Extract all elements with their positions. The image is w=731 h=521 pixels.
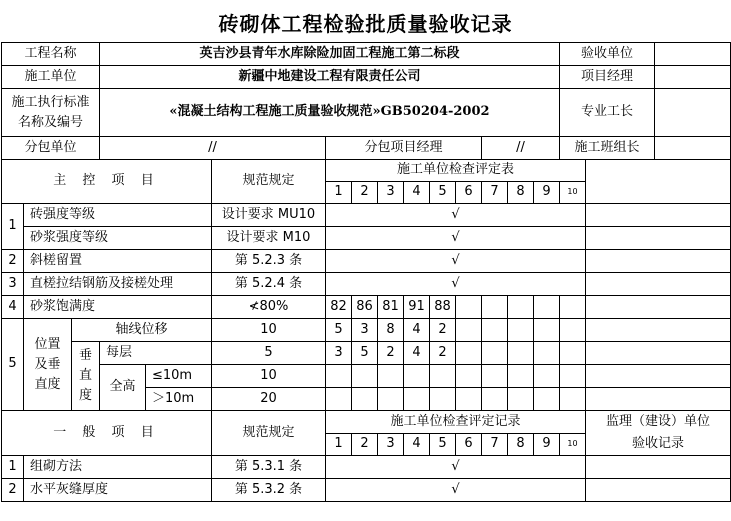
header-row-project [2, 43, 731, 66]
measured-value: 2 [430, 342, 456, 365]
measured-value: 3 [352, 319, 378, 342]
verticality-label-line: 度 [78, 388, 92, 403]
empty-cell [352, 365, 378, 388]
construction-unit-label: 施工单位 [2, 66, 100, 89]
item-name: 每层 [100, 342, 212, 365]
item-name: 砂浆饱满度 [24, 296, 212, 319]
empty-cell [482, 388, 508, 411]
measured-value: 3 [326, 342, 352, 365]
verticality-label [72, 342, 100, 411]
main-control-blank-cell [586, 160, 731, 204]
empty-cell [508, 342, 534, 365]
column-number: 3 [378, 434, 404, 456]
blank-cell [586, 365, 731, 388]
column-number: 10 [560, 434, 586, 456]
empty-cell [404, 365, 430, 388]
check-mark: √ [326, 273, 586, 296]
empty-cell [456, 296, 482, 319]
check-mark: √ [326, 456, 586, 479]
subcontract-unit-label: 分包单位 [2, 137, 100, 160]
item-spec: 设计要求 MU10 [212, 204, 326, 227]
column-number: 6 [456, 434, 482, 456]
measured-value: 86 [352, 296, 378, 319]
table-row [2, 479, 731, 502]
measured-value: 5 [326, 319, 352, 342]
supervision-label-line: 验收记录 [632, 436, 685, 451]
column-number: 8 [508, 182, 534, 204]
column-number: 8 [508, 434, 534, 456]
item-name: 组砌方法 [24, 456, 212, 479]
blank-cell [586, 388, 731, 411]
general-spec-label: 规范规定 [212, 411, 326, 456]
table-row [2, 204, 731, 227]
blank-cell [586, 479, 731, 502]
foreman-value [655, 89, 731, 137]
empty-cell [560, 365, 586, 388]
item-spec: 第 5.2.3 条 [212, 250, 326, 273]
general-section-label: 一 般 项 目 [2, 411, 212, 456]
table-row [2, 296, 731, 319]
blank-cell [586, 204, 731, 227]
empty-cell [560, 319, 586, 342]
subcontract-manager-label: 分包项目经理 [326, 137, 482, 160]
row-number: 4 [2, 296, 24, 319]
table-row [2, 342, 731, 365]
item-name: ＞10m [146, 388, 212, 411]
item-spec: 10 [212, 365, 326, 388]
supervision-label [586, 411, 731, 456]
item-name: 砂浆强度等级 [24, 227, 212, 250]
column-number: 4 [404, 182, 430, 204]
subcontract-unit-value: // [100, 137, 326, 160]
row-number: 2 [2, 479, 24, 502]
measured-value: 82 [326, 296, 352, 319]
general-check-label: 施工单位检查评定记录 [326, 411, 586, 434]
empty-cell [456, 388, 482, 411]
table-row [2, 319, 731, 342]
empty-cell [482, 319, 508, 342]
item-name: 轴线位移 [72, 319, 212, 342]
measured-value: 81 [378, 296, 404, 319]
column-number: 2 [352, 434, 378, 456]
column-number: 9 [534, 182, 560, 204]
item-spec: 第 5.2.4 条 [212, 273, 326, 296]
blank-cell [586, 342, 731, 365]
column-number: 2 [352, 182, 378, 204]
measured-value: 8 [378, 319, 404, 342]
general-header-row [2, 411, 731, 434]
empty-cell [534, 365, 560, 388]
item-spec: 第 5.3.1 条 [212, 456, 326, 479]
empty-cell [482, 365, 508, 388]
item-spec: 20 [212, 388, 326, 411]
row-number: 3 [2, 273, 24, 296]
blank-cell [586, 227, 731, 250]
column-number: 5 [430, 434, 456, 456]
item-name: 直槎拉结钢筋及接槎处理 [24, 273, 212, 296]
column-number: 10 [560, 182, 586, 204]
verticality-label-line: 垂 [78, 348, 92, 363]
empty-cell [560, 342, 586, 365]
header-row-standard [2, 89, 731, 137]
header-row-subcontract [2, 137, 731, 160]
column-number: 1 [326, 434, 352, 456]
blank-cell [586, 319, 731, 342]
blank-cell [586, 273, 731, 296]
project-name-value: 英吉沙县青年水库除险加固工程施工第二标段 [100, 43, 560, 66]
empty-cell [404, 388, 430, 411]
acceptance-unit-label: 验收单位 [560, 43, 655, 66]
empty-cell [378, 365, 404, 388]
empty-cell [456, 342, 482, 365]
column-number: 6 [456, 182, 482, 204]
table-row [2, 365, 731, 388]
main-control-header-row [2, 160, 731, 182]
project-manager-label: 项目经理 [560, 66, 655, 89]
team-leader-label: 施工班组长 [560, 137, 655, 160]
measured-value: 4 [404, 342, 430, 365]
measured-value: 88 [430, 296, 456, 319]
empty-cell [508, 319, 534, 342]
item-spec: 第 5.3.2 条 [212, 479, 326, 502]
empty-cell [378, 388, 404, 411]
empty-cell [456, 319, 482, 342]
empty-cell [508, 296, 534, 319]
check-mark: √ [326, 479, 586, 502]
item-spec: ≮80% [212, 296, 326, 319]
table-row [2, 227, 731, 250]
standard-label-line-1: 施工执行标准 [11, 94, 90, 110]
subcontract-manager-value: // [482, 137, 560, 160]
project-manager-value [655, 66, 731, 89]
column-number: 7 [482, 434, 508, 456]
blank-cell [586, 456, 731, 479]
measured-value: 5 [352, 342, 378, 365]
empty-cell [534, 296, 560, 319]
empty-cell [560, 388, 586, 411]
full-height-label: 全高 [100, 365, 146, 411]
team-leader-value [655, 137, 731, 160]
item-spec: 设计要求 M10 [212, 227, 326, 250]
supervision-label-line: 监理（建设）单位 [606, 414, 711, 429]
main-control-check-label: 施工单位检查评定表 [326, 160, 586, 182]
standard-label [2, 89, 100, 137]
empty-cell [456, 365, 482, 388]
project-name-label: 工程名称 [2, 43, 100, 66]
column-number: 4 [404, 434, 430, 456]
item-name: 水平灰缝厚度 [24, 479, 212, 502]
measured-value: 4 [404, 319, 430, 342]
item-spec: 5 [212, 342, 326, 365]
inspection-form [1, 42, 731, 502]
foreman-label: 专业工长 [560, 89, 655, 137]
measured-value: 91 [404, 296, 430, 319]
main-control-spec-label: 规范规定 [212, 160, 326, 204]
measured-value: 2 [378, 342, 404, 365]
check-mark: √ [326, 227, 586, 250]
standard-value: «混凝土结构工程施工质量验收规范»GB50204-2002 [100, 89, 560, 137]
item-name: ≤10m [146, 365, 212, 388]
empty-cell [534, 388, 560, 411]
position-label-line: 及垂 [34, 356, 61, 372]
page-title: 砖砌体工程检验批质量验收记录 [218, 12, 513, 36]
item-name: 砖强度等级 [24, 204, 212, 227]
empty-cell [482, 342, 508, 365]
table-row [2, 250, 731, 273]
standard-label-line-2: 名称及编号 [17, 114, 83, 130]
position-verticality-label [24, 319, 72, 411]
column-number: 1 [326, 182, 352, 204]
empty-cell [508, 365, 534, 388]
main-control-section-label: 主 控 项 目 [2, 160, 212, 204]
empty-cell [326, 365, 352, 388]
empty-cell [482, 296, 508, 319]
acceptance-unit-value [655, 43, 731, 66]
empty-cell [534, 342, 560, 365]
row-number: 1 [2, 456, 24, 479]
empty-cell [508, 388, 534, 411]
construction-unit-value: 新疆中地建设工程有限责任公司 [100, 66, 560, 89]
empty-cell [430, 388, 456, 411]
item-spec: 10 [212, 319, 326, 342]
column-number: 7 [482, 182, 508, 204]
table-row [2, 456, 731, 479]
blank-cell [586, 250, 731, 273]
blank-cell [586, 296, 731, 319]
position-label-line: 位置 [34, 336, 61, 352]
measured-value: 2 [430, 319, 456, 342]
item-name: 斜槎留置 [24, 250, 212, 273]
empty-cell [560, 296, 586, 319]
column-number: 9 [534, 434, 560, 456]
row-number: 2 [2, 250, 24, 273]
column-number: 5 [430, 182, 456, 204]
check-mark: √ [326, 204, 586, 227]
empty-cell [430, 365, 456, 388]
header-row-construction [2, 66, 731, 89]
column-number: 3 [378, 182, 404, 204]
row-number: 1 [2, 204, 24, 250]
table-row [2, 273, 731, 296]
position-label-line: 直度 [34, 376, 61, 392]
empty-cell [352, 388, 378, 411]
check-mark: √ [326, 250, 586, 273]
empty-cell [534, 319, 560, 342]
row-number: 5 [2, 319, 24, 411]
verticality-label-line: 直 [78, 368, 92, 383]
empty-cell [326, 388, 352, 411]
